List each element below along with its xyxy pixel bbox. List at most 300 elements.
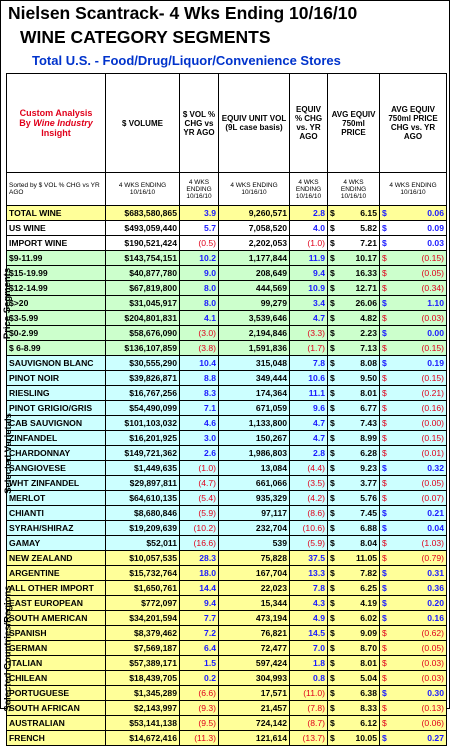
cell-price-chg [380,221,447,236]
currency-symbol: $ [330,343,335,353]
table-row [7,341,447,356]
cell-vol-chg: 28.3 [180,551,219,566]
currency-symbol: $ [382,448,387,458]
currency-symbol: $ [382,403,387,413]
cell-unit-chg: 3.4 [290,296,328,311]
currency-symbol: $ [330,283,335,293]
cell-value: 0.31 [427,568,444,578]
cell-value: 6.28 [360,448,377,458]
currency-symbol: $ [382,568,387,578]
currency-symbol: $ [382,208,387,218]
cell-price-chg [380,266,447,281]
row-label: GERMAN [7,641,106,656]
cell-volume: $683,580,865 [106,206,180,221]
cell-vol-chg: 18.0 [180,566,219,581]
cell-value: 6.77 [360,403,377,413]
currency-symbol: $ [382,703,387,713]
table-row [7,596,447,611]
cell-value: (1.03) [421,538,444,548]
cell-value: 8.08 [360,358,377,368]
cell-unit-chg: 11.9 [290,251,328,266]
cell-unit-chg: 2.8 [290,206,328,221]
cell-price-chg [380,416,447,431]
cell-value: 0.30 [427,688,444,698]
currency-symbol: $ [382,628,387,638]
cell-units: 597,424 [219,656,290,671]
custom-analysis-cell [7,74,106,173]
cell-unit-chg: 4.0 [290,221,328,236]
table-row [7,611,447,626]
cell-value: 10.05 [355,733,377,743]
cell-value: 0.04 [427,523,444,533]
currency-symbol: $ [330,478,335,488]
cell-vol-chg: 0.2 [180,671,219,686]
cell-value: 0.16 [427,613,444,623]
cell-value: (0.01) [421,448,444,458]
row-label: WHT ZINFANDEL [7,476,106,491]
cell-vol-chg: (5.9) [180,506,219,521]
header-price: AVG EQUIV 750ml PRICE [328,74,380,173]
cell-volume: $34,201,594 [106,611,180,626]
cell-price [328,401,380,416]
cell-value: (0.00) [421,418,444,428]
currency-symbol: $ [382,613,387,623]
currency-symbol: $ [330,298,335,308]
currency-symbol: $ [382,733,387,743]
currency-symbol: $ [382,463,387,473]
cell-value: 4.19 [360,598,377,608]
cell-unit-chg: (3.3) [290,326,328,341]
cell-value: (0.79) [421,553,444,563]
cell-volume: $143,754,151 [106,251,180,266]
cell-volume: $101,103,032 [106,416,180,431]
cell-units: 121,614 [219,731,290,746]
row-label: $15-19.99 [7,266,106,281]
cell-units: 444,569 [219,281,290,296]
custom-analysis-label: Custom Analysis By Wine Industry Insight [19,108,93,138]
cell-value: (0.03) [421,658,444,668]
cell-volume: $14,672,416 [106,731,180,746]
cell-unit-chg: 7.0 [290,641,328,656]
cell-value: (0.21) [421,388,444,398]
row-label: SOUTH AFRICAN [7,701,106,716]
currency-symbol: $ [382,508,387,518]
cell-vol-chg: 7.1 [180,401,219,416]
cell-price-chg [380,506,447,521]
cell-volume: $16,767,256 [106,386,180,401]
cell-volume: $190,521,424 [106,236,180,251]
row-label: $12-14.99 [7,281,106,296]
cell-price [328,281,380,296]
cell-vol-chg: 8.0 [180,296,219,311]
cell-price-chg [380,236,447,251]
currency-symbol: $ [330,703,335,713]
cell-volume: $40,877,780 [106,266,180,281]
cell-vol-chg: 4.6 [180,416,219,431]
currency-symbol: $ [330,388,335,398]
cell-value: 3.77 [360,478,377,488]
header-price-chg: AVG EQUIV 750ml PRICE CHG vs. YR AGO [380,74,447,173]
cell-price-chg [380,701,447,716]
currency-symbol: $ [330,463,335,473]
cell-unit-chg: 4.7 [290,416,328,431]
row-label: SYRAH/SHIRAZ [7,521,106,536]
cell-value: 8.01 [360,658,377,668]
currency-symbol: $ [382,238,387,248]
cell-value: (0.03) [421,673,444,683]
cell-price-chg [380,356,447,371]
cell-volume: $52,011 [106,536,180,551]
cell-value: 0.36 [427,583,444,593]
cell-value: 6.38 [360,688,377,698]
cell-price [328,221,380,236]
cell-value: 7.21 [360,238,377,248]
cell-units: 1,986,803 [219,446,290,461]
currency-symbol: $ [382,538,387,548]
cell-value: 12.71 [355,283,377,293]
cell-value: 0.03 [427,238,444,248]
currency-symbol: $ [330,673,335,683]
cell-value: 7.43 [360,418,377,428]
row-label: CHILEAN [7,671,106,686]
table-row [7,281,447,296]
table-row [7,686,447,701]
cell-vol-chg: 5.7 [180,221,219,236]
table-row [7,671,447,686]
cell-price-chg [380,611,447,626]
cell-value: (0.16) [421,403,444,413]
cell-value: 7.82 [360,568,377,578]
cell-price [328,236,380,251]
currency-symbol: $ [382,283,387,293]
cell-vol-chg: 8.3 [180,386,219,401]
cell-value: 8.01 [360,388,377,398]
table-row [7,236,447,251]
currency-symbol: $ [330,208,335,218]
cell-volume: $1,449,635 [106,461,180,476]
cell-value: 26.06 [355,298,377,308]
cell-value: 8.99 [360,433,377,443]
cell-unit-chg: (4.4) [290,461,328,476]
cell-vol-chg: 10.2 [180,251,219,266]
cell-units: 304,993 [219,671,290,686]
period-label: 4 WKS ENDING 10/16/10 [106,173,180,206]
cell-volume: $31,045,917 [106,296,180,311]
cell-volume: $1,650,761 [106,581,180,596]
cell-units: 2,202,053 [219,236,290,251]
cell-units: 13,084 [219,461,290,476]
row-label: EAST EUROPEAN [7,596,106,611]
cell-price-chg [380,341,447,356]
cell-price-chg [380,566,447,581]
cell-unit-chg: (11.0) [290,686,328,701]
cell-volume: $136,107,859 [106,341,180,356]
cell-vol-chg: 3.9 [180,206,219,221]
cell-unit-chg: 13.3 [290,566,328,581]
cell-vol-chg: (4.7) [180,476,219,491]
cell-price-chg [380,641,447,656]
currency-symbol: $ [330,433,335,443]
currency-symbol: $ [382,478,387,488]
cell-units: 17,571 [219,686,290,701]
cell-price [328,476,380,491]
cell-price-chg [380,626,447,641]
currency-symbol: $ [330,628,335,638]
cell-unit-chg: (8.7) [290,716,328,731]
cell-price [328,686,380,701]
currency-symbol: $ [330,253,335,263]
table-row [7,356,447,371]
table-row [7,326,447,341]
cell-value: (0.15) [421,373,444,383]
cell-value: 6.02 [360,613,377,623]
cell-unit-chg: (3.5) [290,476,328,491]
cell-units: 1,133,800 [219,416,290,431]
cell-vol-chg: (1.0) [180,461,219,476]
currency-symbol: $ [330,643,335,653]
cell-units: 22,023 [219,581,290,596]
currency-symbol: $ [330,313,335,323]
cell-value: (0.15) [421,343,444,353]
table-row [7,656,447,671]
cell-price-chg [380,731,447,746]
table-row [7,506,447,521]
period-label: 4 WKS ENDING 10/16/10 [380,173,447,206]
currency-symbol: $ [330,448,335,458]
row-label: $9-11.99 [7,251,106,266]
cell-price [328,491,380,506]
table-row [7,716,447,731]
row-label: SPANISH [7,626,106,641]
table-row [7,206,447,221]
cell-price [328,596,380,611]
table-row [7,221,447,236]
cell-volume: $54,490,099 [106,401,180,416]
cell-vol-chg: (10.2) [180,521,219,536]
cell-value: 0.27 [427,733,444,743]
cell-volume: $53,141,138 [106,716,180,731]
cell-units: 72,477 [219,641,290,656]
cell-units: 174,364 [219,386,290,401]
cell-units: 1,177,844 [219,251,290,266]
cell-units: 15,344 [219,596,290,611]
cell-units: 9,260,571 [219,206,290,221]
row-label: ITALIAN [7,656,106,671]
cell-vol-chg: 3.0 [180,431,219,446]
currency-symbol: $ [330,583,335,593]
currency-symbol: $ [330,508,335,518]
cell-price [328,326,380,341]
cell-volume: $149,721,362 [106,446,180,461]
cell-unit-chg: (8.6) [290,506,328,521]
cell-price [328,296,380,311]
table-row [7,461,447,476]
cell-unit-chg: 0.8 [290,671,328,686]
currency-symbol: $ [330,538,335,548]
row-label: GAMAY [7,536,106,551]
cell-value: 0.20 [427,598,444,608]
sorted-note: Sorted by $ VOL % CHG vs YR AGO [7,173,106,206]
currency-symbol: $ [382,658,387,668]
section-label-price: Price Segments [2,267,14,339]
header-units: EQUIV UNIT VOL (9L case basis) [219,74,290,173]
cell-price-chg [380,431,447,446]
cell-value: (0.13) [421,703,444,713]
section-label-varietal: Selected Varietals [2,412,14,494]
currency-symbol: $ [382,583,387,593]
currency-symbol: $ [382,313,387,323]
table-row [7,626,447,641]
wine-segments-table [6,73,447,746]
cell-units: 724,142 [219,716,290,731]
cell-volume: $1,345,289 [106,686,180,701]
cell-volume: $39,826,871 [106,371,180,386]
cell-volume: $29,897,811 [106,476,180,491]
row-label: MERLOT [7,491,106,506]
cell-volume: $8,680,846 [106,506,180,521]
cell-price [328,611,380,626]
cell-value: 5.76 [360,493,377,503]
cell-unit-chg: (1.0) [290,236,328,251]
cell-units: 671,059 [219,401,290,416]
cell-volume: $58,676,090 [106,326,180,341]
currency-symbol: $ [382,688,387,698]
cell-vol-chg: 1.5 [180,656,219,671]
cell-unit-chg: 11.1 [290,386,328,401]
currency-symbol: $ [330,658,335,668]
cell-unit-chg: 10.6 [290,371,328,386]
currency-symbol: $ [382,718,387,728]
cell-units: 21,457 [219,701,290,716]
cell-volume: $67,819,800 [106,281,180,296]
cell-unit-chg: 14.5 [290,626,328,641]
period-label: 4 WKS ENDING 10/16/10 [328,173,380,206]
cell-price [328,341,380,356]
row-label: US WINE [7,221,106,236]
cell-value: 0.21 [427,508,444,518]
cell-price-chg [380,656,447,671]
cell-value: 9.23 [360,463,377,473]
table-row [7,386,447,401]
cell-vol-chg: (5.4) [180,491,219,506]
cell-price-chg [380,461,447,476]
header-volume: $ VOLUME [106,74,180,173]
cell-units: 232,704 [219,521,290,536]
table-row [7,371,447,386]
cell-price [328,701,380,716]
table-row [7,251,447,266]
row-label: CHIANTI [7,506,106,521]
cell-price-chg [380,371,447,386]
cell-value: 1.10 [427,298,444,308]
table-row [7,431,447,446]
row-label: TOTAL WINE [7,206,106,221]
row-label: PORTUGUESE [7,686,106,701]
cell-value: 0.19 [427,358,444,368]
cell-volume: $30,555,290 [106,356,180,371]
cell-value: 6.15 [360,208,377,218]
cell-price-chg [380,536,447,551]
cell-value: (0.05) [421,478,444,488]
currency-symbol: $ [382,523,387,533]
table-row [7,536,447,551]
cell-volume: $8,379,462 [106,626,180,641]
cell-price-chg [380,326,447,341]
currency-symbol: $ [330,493,335,503]
cell-volume: $19,209,639 [106,521,180,536]
cell-price-chg [380,476,447,491]
cell-value: (0.62) [421,628,444,638]
table-row [7,581,447,596]
cell-units: 661,066 [219,476,290,491]
cell-price [328,266,380,281]
cell-vol-chg: 6.4 [180,641,219,656]
cell-price [328,551,380,566]
period-label: 4 WKS ENDING 10/16/10 [219,173,290,206]
cell-vol-chg: (9.5) [180,716,219,731]
currency-symbol: $ [330,553,335,563]
cell-vol-chg: 8.0 [180,281,219,296]
currency-symbol: $ [330,568,335,578]
cell-value: 7.45 [360,508,377,518]
cell-value: 0.09 [427,223,444,233]
currency-symbol: $ [382,358,387,368]
currency-symbol: $ [382,598,387,608]
table-row [7,476,447,491]
cell-unit-chg: 7.8 [290,356,328,371]
header-row [7,74,447,173]
cell-vol-chg: 7.2 [180,626,219,641]
report-subtitle: WINE CATEGORY SEGMENTS [20,27,271,47]
cell-price-chg [380,281,447,296]
cell-price [328,641,380,656]
cell-unit-chg: (10.6) [290,521,328,536]
row-label: $0-2.99 [7,326,106,341]
cell-vol-chg: (3.0) [180,326,219,341]
currency-symbol: $ [382,418,387,428]
currency-symbol: $ [330,358,335,368]
cell-value: 0.06 [427,208,444,218]
cell-value: 9.50 [360,373,377,383]
cell-value: 6.88 [360,523,377,533]
row-label: $ 6-8.99 [7,341,106,356]
cell-price-chg [380,206,447,221]
cell-value: 8.33 [360,703,377,713]
cell-unit-chg: 1.8 [290,656,328,671]
cell-units: 473,194 [219,611,290,626]
cell-value: (0.07) [421,493,444,503]
cell-value: (0.05) [421,643,444,653]
cell-price-chg [380,311,447,326]
cell-vol-chg: 4.1 [180,311,219,326]
table-row [7,296,447,311]
table-row [7,401,447,416]
cell-value: 0.32 [427,463,444,473]
cell-value: (0.06) [421,718,444,728]
cell-vol-chg: (3.8) [180,341,219,356]
cell-price [328,566,380,581]
cell-value: 8.04 [360,538,377,548]
currency-symbol: $ [382,433,387,443]
row-label: PINOT GRIGIO/GRIS [7,401,106,416]
cell-unit-chg: 2.8 [290,446,328,461]
currency-symbol: $ [382,268,387,278]
currency-symbol: $ [382,643,387,653]
cell-price [328,416,380,431]
cell-vol-chg: 9.4 [180,596,219,611]
cell-price-chg [380,716,447,731]
cell-value: 9.09 [360,628,377,638]
